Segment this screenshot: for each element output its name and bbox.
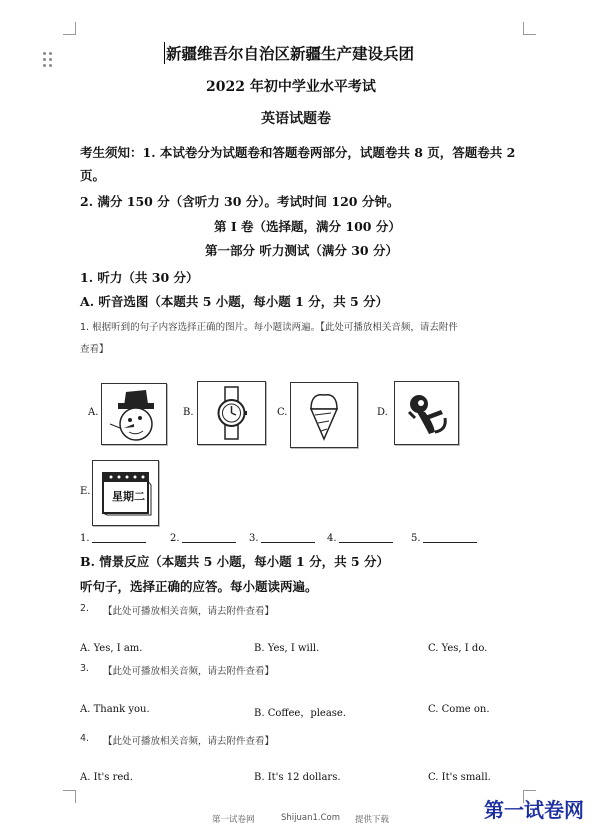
question-number: 4. [80, 733, 90, 744]
answer-blank[interactable] [182, 542, 236, 543]
audio-note: 【此处可播放相关音频，请去附件查看】 [103, 666, 275, 677]
brand-watermark: 第一试卷网 [484, 798, 584, 822]
ice-cream-icon [291, 383, 357, 447]
blank-number: 4. [327, 533, 337, 544]
page-corner-mark [63, 22, 76, 35]
option-a[interactable]: A. Thank you. [80, 704, 150, 715]
answer-blank[interactable] [261, 542, 315, 543]
picture-a[interactable] [101, 383, 167, 445]
picture-c[interactable] [290, 382, 358, 448]
part-heading: 第一部分 听力测试（满分 30 分） [205, 243, 398, 258]
picture-letter: A. [88, 407, 99, 418]
answer-blank[interactable] [92, 542, 146, 543]
footer-site-name: 第一试卷网 [212, 815, 255, 825]
answer-blank[interactable] [423, 542, 477, 543]
calendar-label: 星期二 [112, 490, 145, 503]
option-c[interactable]: C. It's small. [428, 772, 491, 783]
title-line-2: 2022 年初中学业水平考试 [206, 79, 376, 95]
answer-blank[interactable] [339, 542, 393, 543]
page-corner-mark [523, 22, 536, 35]
notes-line-1-cont: 页。 [80, 168, 106, 183]
picture-letter: E. [80, 486, 91, 497]
option-a[interactable]: A. Yes, I am. [80, 643, 143, 654]
question-number: 3. [80, 663, 90, 674]
section-a-instruction: 1. 根据听到的句子内容选择正确的图片。每小题读两遍。【此处可播放相关音频，请去附件 [80, 322, 458, 333]
snowman-hat-icon [102, 384, 166, 444]
footer-download-text: 提供下载 [355, 815, 390, 825]
picture-letter: D. [377, 407, 388, 418]
blank-number: 2. [170, 533, 180, 544]
volume-heading: 第 I 卷（选择题，满分 100 分） [214, 219, 401, 234]
wristwatch-icon [198, 382, 265, 444]
notes-line-2: 2. 满分 150 分（含听力 30 分）。考试时间 120 分钟。 [80, 194, 400, 209]
option-b[interactable]: B. Yes, I will. [254, 643, 320, 654]
option-c[interactable]: C. Yes, I do. [428, 643, 488, 654]
section-a-instruction-cont: 查看】 [80, 344, 109, 355]
option-a[interactable]: A. It's red. [80, 772, 133, 783]
question-number: 2. [80, 603, 90, 614]
section-b-title: B. 情景反应（本题共 5 小题，每小题 1 分，共 5 分） [80, 554, 389, 569]
option-b[interactable]: B. It's 12 dollars. [254, 772, 341, 783]
option-b[interactable]: B. Coffee，please. [254, 708, 347, 719]
picture-letter: B. [183, 407, 194, 418]
page-corner-mark [63, 790, 76, 803]
audio-note: 【此处可播放相关音频，请去附件查看】 [103, 606, 275, 617]
monkey-icon [395, 382, 458, 444]
audio-note: 【此处可播放相关音频，请去附件查看】 [103, 736, 275, 747]
blank-number: 1. [80, 533, 90, 544]
section-a-title: A. 听音选图（本题共 5 小题，每小题 1 分，共 5 分） [80, 294, 389, 309]
section-heading: 1. 听力（共 30 分） [80, 270, 199, 285]
drag-handle-icon[interactable] [43, 52, 55, 68]
title-line-3: 英语试题卷 [261, 111, 331, 127]
option-c[interactable]: C. Come on. [428, 704, 490, 715]
picture-b[interactable] [197, 381, 266, 445]
picture-letter: C. [277, 407, 288, 418]
picture-e[interactable] [92, 460, 159, 526]
title-line-1: 新疆维吾尔自治区新疆生产建设兵团 [166, 44, 415, 63]
blank-number: 3. [249, 533, 259, 544]
notes-line-1: 考生须知：1. 本试卷分为试题卷和答题卷两部分，试题卷共 8 页，答题卷共 2 [80, 145, 516, 160]
footer-site-url[interactable]: Shijuan1.Com [281, 813, 341, 823]
picture-d[interactable] [394, 381, 459, 445]
section-b-instruction: 听句子，选择正确的应答。每小题读两遍。 [80, 579, 318, 594]
blank-number: 5. [411, 533, 421, 544]
